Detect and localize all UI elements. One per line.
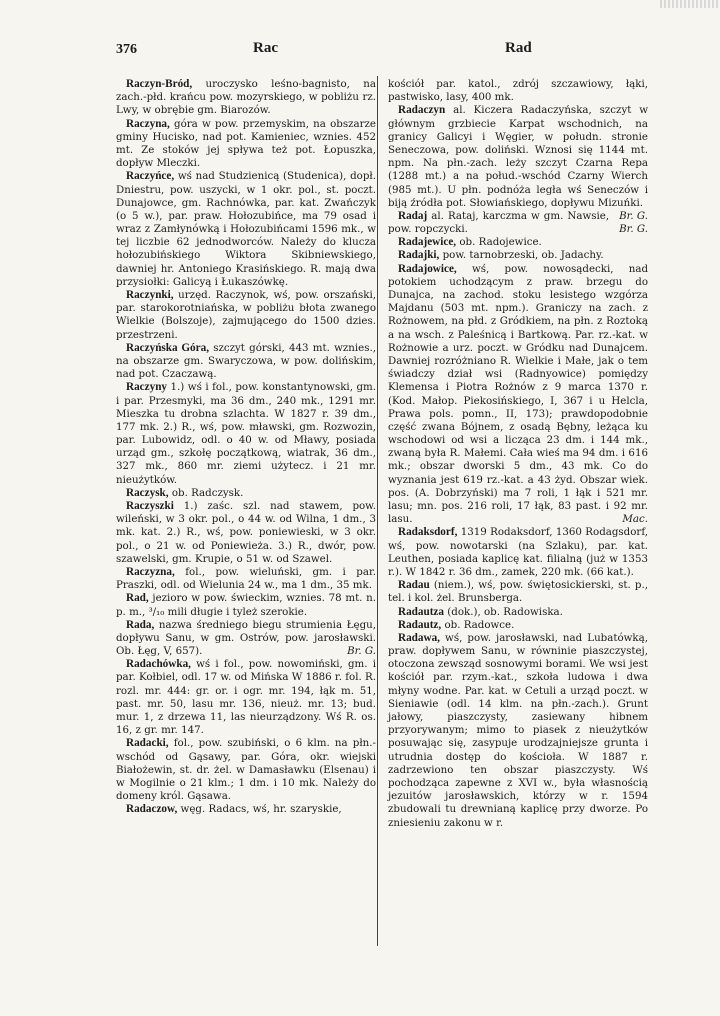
entry-text: al. Kiczera Radaczyńska, szczyt w głównym grzbiecie Karpat wschodnich, na granicy Galicyi i Węgier, w połudn. stronie Seneczowa, pow. doliński. Wznosi się 1144 mt. npm. Na płn.-zach. leży szczyt Czarna Repa (1288 mt.) a na połud.-wschód Czarny Wierch (985 mt.). U płn. podnóża legła wś Seneczów i biją źródła pot. Słowiańskiego, dopływu Mizuńki.	[388, 104, 648, 209]
running-header	[0, 38, 720, 62]
dictionary-entry	[388, 579, 648, 605]
dictionary-entry	[116, 78, 376, 118]
entry-text: fol., pow. szubiński, o 6 klm. na płn.-wschód od Gąsawy, par. Góra, okr. wiejski Białożewin, st. dr. żel. w Damasławku (Elsenau) i w Mogilnie o 21 klm.; 1 dm. i 10 mk. Należy do domeny król. Gąsawa.	[116, 737, 376, 803]
entry-text: węg. Radacs, wś, hr. szaryskie,	[180, 803, 342, 816]
entry-headword: Radajewice,	[398, 236, 457, 249]
dictionary-entry	[388, 249, 648, 262]
dictionary-entry	[388, 526, 648, 579]
entry-text: kościół par. katol., zdrój szczawiowy, łąki, pastwisko, lasy, 400 mk.	[388, 78, 648, 104]
entry-headword: Raczyńce,	[126, 170, 175, 183]
entry-text: ob. Radojewice.	[459, 236, 542, 249]
entry-text: 1319 Rodaksdorf, 1360 Rodagsdorf, wś, pow. nowotarski (na Szlaku), par. kat. Leuthen, posiada kaplicę kat. filialną (już w 1353 r.). W 1842 r. 36 dm., zamek, 220 mk. (66 kat.).	[388, 526, 649, 578]
dictionary-entry	[116, 381, 376, 487]
entry-text: urzęd. Raczynok, wś, pow. orszański, par. starokorotniańska, w pobliżu błota zwanego Wielkie (Bolszoje), zajmującego do 1500 dzies. przestrzeni.	[116, 289, 376, 341]
entry-signature: Br. G.	[619, 223, 648, 236]
right-running-head: Rad	[505, 40, 532, 56]
entry-headword: Raczysk,	[126, 486, 169, 499]
entry-headword: Raczyn-Bród,	[126, 78, 193, 90]
entry-headword: Radaczyn	[398, 104, 446, 117]
dictionary-entry	[388, 619, 648, 632]
entry-text: wś i fol., pow. nowomiński, gm. i par. Kołbiel, odl. 17 w. od Mińska W 1886 r. fol. R. rozl. mr. 444: gr. or. i ogr. mr. 194, łąk m. 51, past. mr. 50, lasu mr. 136, nieuż. mr. 13; bud. mur. 1, z drzewa 11, las nieurządzony. Wś R. os. 16, z gr. mr. 147.	[116, 658, 376, 737]
dictionary-entry	[116, 619, 376, 659]
left-column	[116, 78, 376, 817]
entry-text: wś, pow. jarosławski, nad Lubatówką, praw. dopływem Sanu, w równinie piaszczystej, otoczona zewsząd sosnowymi borami. We wsi jest kościół par. rzym.-kat., szkoła ludowa i dwa młyny wodne. Par. kat. w Cetuli a urząd poczt. w Sieniawie (odl. 14 klm. na płn.-zach.). Grunt jałowy, piaszczysty, zasiewany hibnem przyorywanym; mimo to piasek z nieużytków posuwając się, zasypuje urodzajniejsze grunta i utrudnia dostęp do kościoła. W 1887 r. zadrzewiono ten obszar piaszczysty. Wś pochodząca zapewne z XVI w., była własnością jezuitów jarosławskich, którzy w r. 1594 zbudowali tu drewnianą kaplicę przy dworze. Po zniesieniu zakonu w r.	[388, 631, 648, 829]
entry-headword: Raczyny	[126, 381, 168, 394]
entry-text: nazwa średniego biegu strumienia Łęgu, dopływu Sanu, w gm. Ostrów, pow. jarosławski. Ob. Łęg, V, 657).	[116, 618, 376, 658]
dictionary-entry	[116, 170, 376, 289]
entry-text: góra w pow. przemyskim, na obszarze gminy Hucisko, nad pot. Kamieniec, wznies. 452 mt. Ze stoków jej spływa też pot. Łopuszka, dopływ Mleczki.	[116, 117, 376, 170]
dictionary-entry	[116, 500, 376, 566]
entry-headword: Raczyzna,	[126, 565, 175, 578]
dictionary-entry	[116, 737, 376, 803]
dictionary-entry	[116, 592, 376, 618]
entry-headword: Rada,	[126, 618, 155, 631]
entry-text: wś, pow. nowosądecki, nad potokiem uchodzącym z praw. brzegu do Dunajca, na zachod. stoku lesistego wzgórza Majdanu (503 mt. npm.). Graniczy na zach. z Rożnowem, na płd. z Gródkiem, na płn. z Roztoką a na wsch. z Paleśnicą i Bartkową. Par. rz.-kat. w Rożnowie a urz. poczt. w Gródku nad Dunajcem. Dawniej rozróżniano R. Wielkie i Małe, jak o tem świadczy dział wsi (Radnyowice) pomiędzy Klemensa i Piotra Rożnów z 9 marca 1370 r. (Kod. Małop. Piekosińskiego, I, 367 i u Helcla, Prawa pols. pomn., II, 173); prawdopodobnie część zwana Bójnem, z osadą Bębny, leżąca ku wschodowi od wsi a licząca 23 dm. i 144 mk., zwaną była R. Małemi. Cała wieś ma 94 dm. i 616 mk.; obszar dworski 5 dm., 43 mk. Co do wyznania jest 619 rz.-kat. a 43 żyd. Obszar wiek. pos. (A. Dobrzyński) ma 7 roli, 1 łąk i 521 mr. lasu; mn. pos. 216 roli, 17 łąk, 83 past. i 92 mr. lasu.	[388, 262, 649, 526]
dictionary-entry	[388, 606, 648, 619]
right-column	[388, 78, 648, 830]
entry-headword: Radaksdorf,	[398, 526, 458, 539]
entry-text: szczyt górski, 443 mt. wznies., na obszarze gm. Swaryczowa, w pow. dolińskim, nad pot. Czaczawą.	[116, 341, 376, 381]
entry-headword: Raczyszki	[126, 500, 174, 512]
entry-text: al. Rataj, karczma w gm. Nawsie, pow. ropczycki.	[388, 209, 610, 236]
dictionary-entry	[388, 78, 648, 104]
page-corner-texture	[660, 0, 720, 8]
entry-headword: Raczyna,	[126, 117, 170, 130]
entry-text: 1.) wś i fol., pow. konstantynowski, gm. i par. Przesmyki, ma 36 dm., 240 mk., 1291 mr. Mieszka tu drobna szlachta. W 1827 r. 39 dm., 177 mk. 2.) R., wś, pow. mławski, gm. Rozwozin, par. Lubowidz, odl. o 40 w. od Mławy, posiada urząd gm., szkołę początkową, wiatrak, 36 dm., 327 mk., 860 mr. ziemi użytecz. i 21 mr. nieużytków.	[116, 381, 376, 486]
entry-headword: Radawa,	[398, 631, 440, 644]
entry-text: jezioro w pow. świeckim, wznies. 78 mt. n. p. m., ³/₁₀ mili długie i tyleż szerokie.	[116, 592, 376, 618]
entry-text: uroczysko leśno-bagnisto, na zach.-płd. krańcu pow. mozyrskiego, w pobliżu rz. Lwy, w obrębie gm. Biarozów.	[116, 78, 376, 117]
entry-headword: Radachówka,	[126, 658, 191, 671]
dictionary-entry	[116, 487, 376, 500]
entry-headword: Raczynki,	[126, 289, 174, 301]
dictionary-entry	[388, 210, 648, 236]
dictionary-entry	[116, 342, 376, 382]
page-number: 376	[116, 42, 137, 57]
left-running-head: Rac	[253, 40, 278, 56]
entry-text: wś nad Studzienicą (Studenica), dopł. Dniestru, pow. uszycki, w 1 okr. pol., st. poczt. Dunajowce, gm. Rachnówka, par. kat. Zwańczyk (o 5 w.), par. praw. Hołozubińce, ma 79 osad i wraz z Zamłynówką i Hołozubińcami 1596 mk., w tej liczbie 62 jednodworców. Należy do klucza hołozubińskiego Wiktora Skibniewskiego, dawniej hr. Antoniego Krasińskiego. R. mają dwa przysiołki: Galicyą i Łukaszówkę.	[116, 170, 376, 288]
dictionary-entry	[388, 632, 648, 830]
entry-signature: Br. G.	[347, 645, 376, 658]
entry-headword: Radautz,	[398, 618, 442, 631]
dictionary-entry	[116, 566, 376, 592]
dictionary-entry	[388, 236, 648, 249]
entry-headword: Radaj	[398, 209, 428, 222]
dictionary-entry	[116, 658, 376, 737]
entry-headword: Radajki,	[398, 249, 440, 262]
entry-text: ob. Radowce.	[444, 618, 515, 631]
entry-text: 1.) zaśc. szl. nad stawem, pow. wileński, w 3 okr. pol., o 44 w. od Wilna, 1 dm., 3 mk. kat. 2.) R., wś, pow. poniewieski, w 3 okr. pol., o 21 w. od Poniewieża. 3.) R., dwór, pow. szawelski, gm. Krupie, o 51 w. od Szawel.	[116, 500, 377, 565]
dictionary-entry	[116, 803, 376, 816]
entry-headword: Radacki,	[126, 737, 169, 750]
entry-text: ob. Radczysk.	[171, 486, 244, 499]
column-divider	[377, 76, 378, 946]
entry-headword: Radaczow,	[126, 803, 178, 816]
entry-headword: Radautza	[398, 605, 444, 618]
entry-text: (dok.), ob. Radowiska.	[447, 605, 563, 618]
entry-text: fol., pow. wieluński, gm. i par. Praszki, odl. od Wielunia 24 w., ma 1 dm., 35 mk.	[116, 565, 376, 592]
entry-text: (niem.), wś, pow. świętosickierski, st. p., tel. i kol. żel. Brunsberga.	[388, 579, 649, 605]
entry-signature: Mac.	[622, 513, 648, 526]
entry-headword: Radau	[398, 579, 430, 592]
dictionary-entry	[388, 263, 648, 527]
entry-signature: Br. G.	[619, 209, 648, 222]
entry-headword: Raczyńska Góra,	[126, 341, 209, 354]
entry-text: pow. tarnobrzeski, ob. Jadachy.	[442, 249, 604, 262]
entry-headword: Rad,	[126, 592, 149, 605]
dictionary-entry	[116, 118, 376, 171]
entry-headword: Radajowice,	[398, 262, 457, 275]
dictionary-entry	[116, 289, 376, 342]
